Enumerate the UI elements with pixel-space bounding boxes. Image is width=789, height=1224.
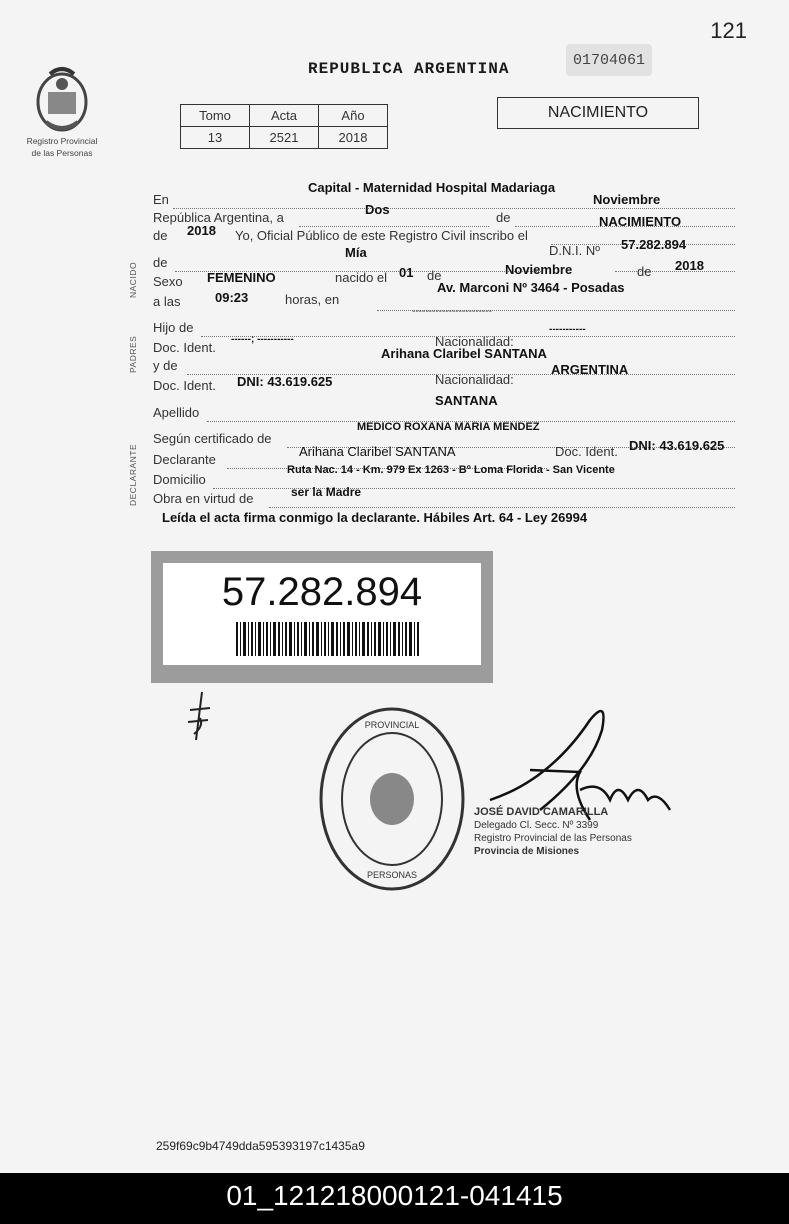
dotted-line [269,507,735,508]
madre-value: Arihana Claribel SANTANA [381,346,547,361]
sexo-value: FEMENINO [207,270,276,285]
certificado-value: MEDICO ROXANA MARIA MENDEZ [357,421,540,433]
de-label: de [637,264,652,279]
sexo-label: Sexo [153,274,183,289]
lugar-value: Av. Marconi Nº 3464 - Posadas [437,280,625,295]
domicilio-value: Ruta Nac. 14 - Km. 979 Ex 1263 - Bº Loma Florida - San Vicente [287,464,615,476]
doc1-label: Doc. Ident. [153,340,216,355]
logo-caption-1: Registro Provincial [26,136,98,146]
nac2-label: Nacionalidad: [435,372,514,387]
declarante-value: Arihana Claribel SANTANA [299,444,456,459]
certificado-label: Según certificado de [153,431,272,446]
nombre-value: Mía [345,245,367,260]
dotted-line [173,208,735,209]
registry-value-acta: 2521 [250,127,319,149]
republica-label: República Argentina, a [153,210,284,225]
footer-id-bar: 01_121218000121-041415 [0,1173,789,1224]
dni-label: D.N.I. Nº [549,243,600,258]
registry-header-tomo: Tomo [181,105,250,127]
registry-table [180,104,388,149]
record-type-badge: NACIMIENTO [497,97,699,129]
row-obra [153,485,735,511]
birth-month-value: Noviembre [505,262,573,277]
logo-caption-2: de las Personas [31,148,93,158]
side-label-padres: PADRES [128,335,138,373]
barcode-icon [236,622,422,656]
declarante-label: Declarante [153,452,216,467]
apellido-label: Apellido [153,405,200,420]
document-hash: 259f69c9b4749dda595393197c1435a9 [156,1139,365,1153]
registry-header-ano: Año [319,105,388,127]
row-domicilio [153,464,735,492]
signer-line-1: Delegado Cl. Secc. Nº 3399 [474,820,599,831]
oficial-text: Yo, Oficial Público de este Registro Civil inscribo el [235,228,528,243]
svg-text:PERSONAS: PERSONAS [366,870,418,880]
dni-value: 57.282.894 [621,237,687,252]
alas-label: a las [153,294,181,309]
registry-header-acta: Acta [250,105,319,127]
de-label: de [496,210,511,225]
document-title: REPUBLICA ARGENTINA [308,60,510,78]
dni-sticker-number: 57.282.894 [221,570,423,614]
domicilio-label: Domicilio [153,472,206,487]
apellido-value: SANTANA [435,393,498,408]
blank-dashes: ------------------------ [412,306,492,317]
initials-mark-icon [184,690,214,744]
hijo-label: Hijo de [153,320,194,335]
nac1-value: ----------- [549,324,586,335]
signer-line-2: Registro Provincial de las Personas [474,833,632,844]
doc3-value: DNI: 43.619.625 [629,438,725,453]
coat-of-arms-icon [26,62,98,134]
de-label: de [427,268,442,283]
de-label: de [153,255,168,270]
serial-number: 01704061 [566,44,652,76]
obra-value: ser la Madre [291,485,362,499]
en-label: En [153,192,169,207]
signer-block [474,806,632,858]
birth-year-value: 2018 [675,258,704,273]
nacido-label: nacido el [335,270,388,285]
registry-value-ano: 2018 [319,127,388,149]
svg-text:PROVINCIAL: PROVINCIAL [364,720,420,730]
yde-label: y de [153,358,178,373]
hora-value: 09:23 [215,290,249,305]
page-number: 121 [710,18,747,43]
closing-statement: Leída el acta firma conmigo la declarante. Hábiles Art. 64 - Ley 26994 [162,510,588,525]
inscribo-value: NACIMIENTO [599,214,682,229]
side-label-nacido: NACIDO [128,261,138,298]
doc2-label: Doc. Ident. [153,378,216,393]
obra-label: Obra en virtud de [153,491,254,506]
doc1-value: ------; ----------- [231,334,294,345]
registry-header-row [181,105,388,127]
registry-value-tomo: 13 [181,127,250,149]
side-label-declarante: DECLARANTE [128,443,138,506]
dotted-line [299,226,489,227]
en-value: Capital - Maternidad Hospital Madariaga [308,180,556,195]
doc2-value: DNI: 43.619.625 [237,374,333,389]
provincial-seal-logo [22,62,102,158]
signer-name: JOSÉ DAVID CAMARILLA [474,806,609,818]
day-value: Dos [365,202,390,217]
nac1-label: Nacionalidad: [435,334,514,349]
horas-label: horas, en [285,292,340,307]
doc3-label: Doc. Ident. [555,444,618,459]
nac2-value: ARGENTINA [551,362,629,377]
de-label: de [153,228,168,243]
month-value: Noviembre [593,192,661,207]
birth-day-value: 01 [399,265,414,280]
year-value: 2018 [187,223,216,238]
registry-value-row [181,127,388,149]
signer-line-3: Provincia de Misiones [474,846,580,857]
